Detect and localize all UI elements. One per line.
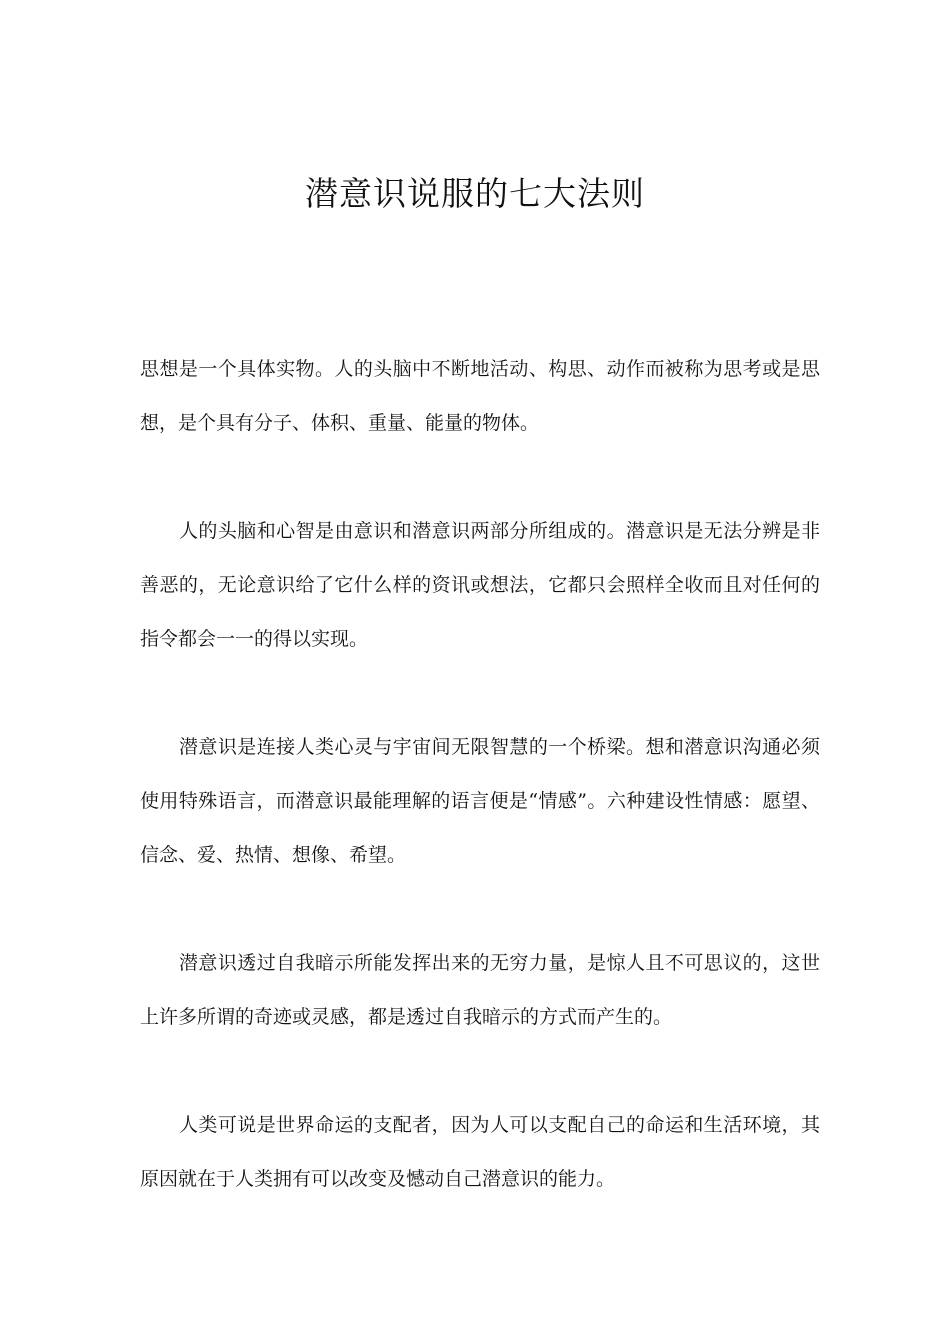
page-title: 潜意识说服的七大法则 — [305, 174, 645, 213]
body-paragraph-2: 人的头脑和心智是由意识和潜意识两部分所组成的。潜意识是无法分辨是非善恶的，无论意识给了它什么样的资讯或想法，它都只会照样全收而且对任何的指令都会一一的得以实现。 — [140, 520, 820, 650]
body-paragraph-5: 人类可说是世界命运的支配者，因为人可以支配自己的命运和生活环境，其原因就在于人类拥有可以改变及憾动自己潜意识的能力。 — [140, 1114, 820, 1190]
body-paragraph-1: 思想是一个具体实物。人的头脑中不断地活动、构思、动作而被称为思考或是思想，是个具有分子、体积、重量、能量的物体。 — [140, 358, 820, 434]
body-paragraph-3: 潜意识是连接人类心灵与宇宙间无限智慧的一个桥梁。想和潜意识沟通必须使用特殊语言，而潜意识最能理解的语言便是“情感”。六种建设性情感：愿望、信念、爱、热情、想像、希望。 — [140, 736, 820, 866]
body-paragraph-4: 潜意识透过自我暗示所能发挥出来的无穷力量，是惊人且不可思议的，这世上许多所谓的奇迹或灵感，都是透过自我暗示的方式而产生的。 — [140, 952, 820, 1028]
